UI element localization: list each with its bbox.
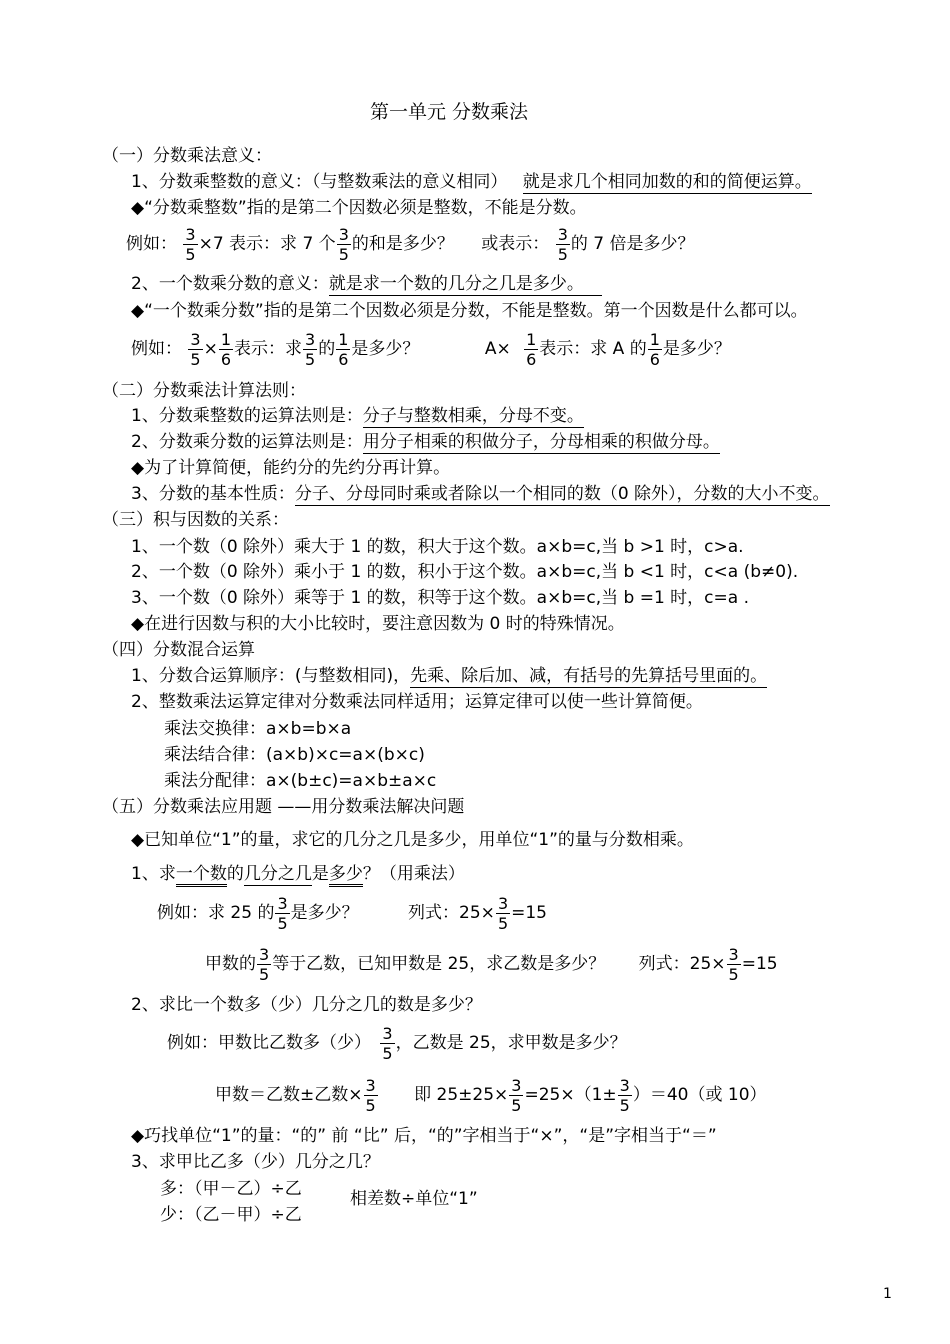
equation-label: 列式：25×: [638, 954, 726, 974]
section-2-heading: （二）分数乘法计算法则：: [102, 381, 306, 401]
associative-law: 乘法结合律：(a×b)×c=a×(b×c): [164, 745, 425, 765]
q1-text: 的: [226, 864, 244, 884]
plus-minus-sign: ±: [300, 1085, 315, 1105]
s2-line-3: [131, 483, 830, 505]
s2-line-2-rule: 用分子相乘的积做分子，分母相乘的积做分母。: [362, 432, 720, 452]
formula-text: 甲数＝乙数: [215, 1085, 300, 1105]
example-text: 等于乙数，已知甲数是 25，求乙数是多少？: [272, 954, 606, 974]
s1-line-2: [131, 273, 602, 295]
less-formula: 少：（乙－甲）÷乙: [160, 1205, 302, 1225]
fraction: $\frac{1}{6}$: [649, 329, 660, 369]
example-label: 例如：: [126, 234, 177, 254]
page-number: 1: [883, 1286, 892, 1302]
section-4-heading: （四）分数混合运算: [102, 640, 255, 660]
q1-text: 是: [311, 864, 329, 884]
fraction: $\frac{3}{5}$: [619, 1075, 630, 1115]
fraction: $\frac{1}{6}$: [526, 329, 537, 369]
s1-note-1: ◆“分数乘整数”指的是第二个因数必须是整数，不能是分数。: [131, 198, 587, 218]
s5-note-2: ◆巧找单位“1”的量：“的” 前 “比” 后，“的”字相当于“×”，“是”字相当于“＝”: [131, 1126, 717, 1146]
fraction: $\frac{3}{5}$: [497, 893, 509, 933]
fraction: $\frac{3}{5}$: [259, 944, 270, 984]
equation-result: =15: [741, 954, 778, 974]
s2-line-2: [131, 431, 720, 453]
s3-line-3: 3、一个数（0 除外）乘等于 1 的数，积等于这个数。a×b=c,当 b =1 时，c=a .: [131, 588, 749, 608]
example-text: 例如：甲数比乙数多（少）: [167, 1033, 371, 1053]
fraction: $\frac{3}{5}$: [365, 1075, 376, 1115]
s2-line-3-rule: 分子、分母同时乘或者除以一个相同的数（0 除外），分数的大小不变。: [294, 484, 830, 504]
example-text: 或表示：: [481, 234, 550, 254]
more-formula: 多：（甲－乙）÷乙: [160, 1179, 302, 1199]
example-text: 是多少？: [290, 903, 359, 923]
s1-note-2: ◆“一个数乘分数”指的是第二个因数必须是分数，不能是整数。第一个因数是什么都可以。: [131, 301, 808, 321]
section-5-heading: （五）分数乘法应用题 ——用分数乘法解决问题: [102, 797, 465, 817]
difference-over-unit: 相差数÷单位“1”: [350, 1189, 478, 1209]
s3-line-1: 1、一个数（0 除外）乘大于 1 的数，积大于这个数。a×b=c,当 b >1 时，c>a.: [131, 537, 744, 557]
fraction: $\frac{3}{5}$: [185, 224, 196, 264]
s2-line-1-label: 1、分数乘整数的运算法则是：: [131, 406, 363, 426]
fraction: $\frac{3}{5}$: [557, 224, 568, 264]
s1-line-2-label: 2、一个数乘分数的意义：: [131, 274, 329, 294]
formula-text: 乙数×: [314, 1085, 363, 1105]
q1-fraction-part: 几分之几: [243, 864, 312, 884]
page-title: 第一单元 分数乘法: [370, 101, 529, 123]
s1-example-1: [126, 222, 695, 266]
formula-text: ）＝40（或 10）: [632, 1085, 767, 1105]
fraction: $\frac{3}{5}$: [511, 1075, 522, 1115]
example-text: ×7 表示：求 7 个: [198, 234, 336, 254]
s2-note: ◆为了计算简便，能约分的先约分再计算。: [131, 458, 451, 478]
s4-line-1-label: 1、分数合运算顺序：(与整数相同)，: [131, 666, 411, 686]
plus-minus-sign: ±: [458, 1085, 473, 1105]
s4-line-1-order: 先乘、除后加、减，有括号的先算括号里面的。: [410, 666, 768, 686]
s4-line-2: 2、整数乘法运算定律对分数乘法同样适用；运算定律可以使一些计算简便。: [131, 692, 703, 712]
s4-line-1: [131, 665, 767, 687]
example-text: 例如：求 25 的: [157, 903, 275, 923]
plus-minus-sign: ±: [602, 1085, 617, 1105]
s5-question-2: 2、求比一个数多（少）几分之几的数是多少？: [131, 995, 482, 1015]
s5-example-4: [215, 1073, 767, 1117]
fraction: $\frac{3}{5}$: [277, 893, 288, 933]
example-text: 表示：求: [234, 339, 303, 359]
s2-line-1: [131, 405, 584, 427]
example-text: A×: [484, 339, 511, 359]
q1-text: 1、求: [131, 864, 176, 884]
fraction: $\frac{3}{5}$: [338, 224, 349, 264]
q1-unit: 一个数: [176, 864, 227, 887]
s5-question-3: 3、求甲比乙多（少）几分之几？: [131, 1152, 380, 1172]
s5-note-1: ◆已知单位“1”的量，求它的几分之几是多少，用单位“1”的量与分数相乘。: [131, 830, 694, 850]
fraction: $\frac{3}{5}$: [190, 329, 201, 369]
fraction: $\frac{3}{5}$: [728, 944, 739, 984]
equation-label: 列式：25×: [408, 903, 495, 923]
s5-example-3: [167, 1021, 627, 1065]
fraction: $\frac{1}{6}$: [338, 329, 349, 369]
s2-line-2-label: 2、分数乘分数的运算法则是：: [131, 432, 363, 452]
s5-example-2: [205, 942, 778, 986]
s1-line-1: [131, 171, 812, 193]
example-text: 的和是多少？: [351, 234, 454, 254]
formula-text: =25×（1: [524, 1085, 603, 1105]
s1-line-1-definition: 就是求几个相同加数的和的简便运算。: [522, 172, 812, 192]
example-text: ×: [203, 339, 218, 359]
q1-text: ？（用乘法）: [362, 864, 465, 884]
example-label: 例如：: [131, 339, 182, 359]
section-3-heading: （三）积与因数的关系：: [102, 510, 289, 530]
s1-line-1-label: 1、分数乘整数的意义：（与整数乘法的意义相同）: [131, 172, 508, 192]
example-text: 表示：求 A 的: [539, 339, 647, 359]
fraction: $\frac{3}{5}$: [382, 1023, 393, 1063]
example-text: 是多少？: [662, 339, 731, 359]
formula-text: 即 25: [414, 1085, 459, 1105]
s2-line-3-label: 3、分数的基本性质：: [131, 484, 295, 504]
equation-result: =15: [511, 903, 548, 923]
fraction: $\frac{3}{5}$: [305, 329, 316, 369]
s5-example-1: [157, 891, 547, 935]
s3-line-2: 2、一个数（0 除外）乘小于 1 的数，积小于这个数。a×b=c,当 b <1 时，c<a (b≠0).: [131, 562, 799, 582]
example-text: 是多少？: [351, 339, 420, 359]
s3-note: ◆在进行因数与积的大小比较时，要注意因数为 0 时的特殊情况。: [131, 614, 625, 634]
s2-line-1-rule: 分子与整数相乘，分母不变。: [362, 406, 584, 426]
s1-line-2-definition: 就是求一个数的几分之几是多少。: [329, 274, 602, 296]
s5-question-1: [131, 863, 465, 885]
example-text: 的: [318, 339, 336, 359]
commutative-law: 乘法交换律：a×b=b×a: [164, 719, 352, 739]
example-text: 甲数的: [205, 954, 256, 974]
distributive-law: 乘法分配律：a×(b±c)=a×b±a×c: [164, 771, 437, 791]
example-text: ，乙数是 25，求甲数是多少？: [395, 1033, 627, 1053]
section-1-heading: （一）分数乘法意义：: [102, 146, 272, 166]
example-text: 的 7 倍是多少？: [570, 234, 695, 254]
fraction: $\frac{1}{6}$: [220, 329, 232, 369]
formula-text: 25×: [472, 1085, 509, 1105]
q1-result: 多少: [329, 864, 363, 887]
s1-example-2: [131, 327, 731, 371]
